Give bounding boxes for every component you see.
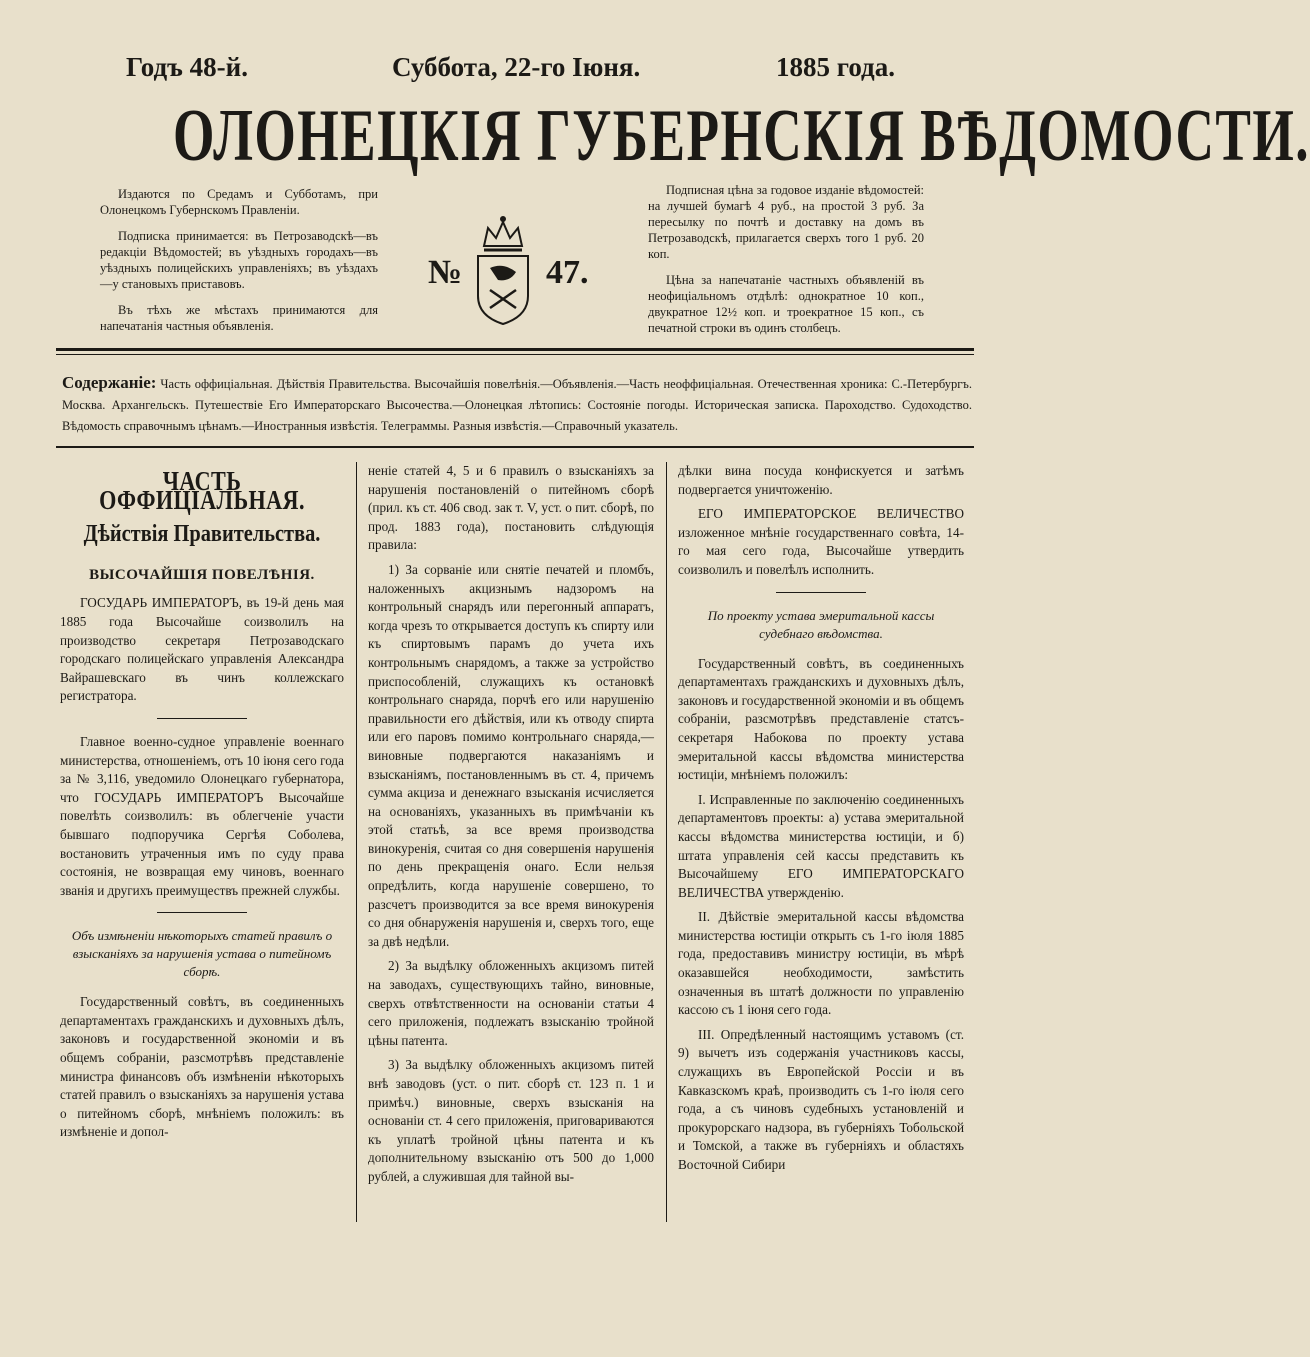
pricing-info bbox=[648, 182, 924, 346]
column-divider-1 bbox=[356, 462, 357, 1222]
state-council-paragraph: Государственный совѣтъ, въ соединенныхъ департаментахъ гражданскихъ и духовныхъ дѣлъ, законовъ и государственной экономіи и въ общемъ собраніи, разсмотрѣвъ представленіе статсъ-секретаря Набокова по проекту устава эмеритальной кассы вѣдомства министерства юстиціи, мнѣніемъ положилъ: bbox=[678, 655, 964, 783]
section-heading-government: Дѣйствія Правительства. bbox=[83, 521, 321, 548]
advertising-info-paragraph: Въ тѣхъ же мѣстахъ принимаются для напечатанія частныя объявленія. bbox=[100, 303, 378, 333]
publication-info-paragraph: Издаются по Средамъ и Субботамъ, при Олонецкомъ Губернскомъ Правленіи. bbox=[100, 187, 378, 217]
contents-label: Содержаніе: bbox=[62, 373, 157, 392]
clause-3-paragraph: III. Опредѣленный настоящимъ уставомъ (ст. 9) вычетъ изъ содержанія участниковъ кассы, служащихъ въ Европейской Россіи и въ Кавказскомъ краѣ, производить съ 1-го іюля сего года, а съ чиновъ судебныхъ установленій и прокурорскаго надзора, въ губерніяхъ Тобольской и Томской, а также въ губерніяхъ и областяхъ Восточной Сибири bbox=[678, 1026, 964, 1172]
military-court-paragraph: Главное военно-судное управленіе военнаго министерства, отношеніемъ, отъ 10 іюня сего года за № 3,116, уведомило Олонецкаго губернатора, что ГОСУДАРЬ ИМПЕРАТОРЪ Высочайше повелѣть соизволилъ: въ облегченіе участи бывшаго подпоручика Сергѣя Соболева, востановить утраченныя имъ по суду права состоянія, не возвращая ему чиновъ, военнаго званія и другихъ преимуществъ прежней службы. bbox=[60, 733, 344, 898]
clause-1-paragraph: I. Исправленные по заключенію соединенныхъ департаментовъ проекты: а) устава эмеритальной кассы вѣдомства министерства юстиціи, и б) штата управленія сей кассы представить къ Высочайшему ЕГО ИМПЕРАТОРСКАГО ВЕЛИЧЕСТВА утвержденію. bbox=[678, 791, 964, 900]
article-subheading: Объ измѣненіи нѣкоторыхъ статей правилъ о взысканіяхъ за нарушенія устава о питейномъ сборѣ. bbox=[71, 928, 333, 980]
column-1 bbox=[60, 462, 344, 1148]
column-divider-2 bbox=[666, 462, 667, 1222]
issue-date: Суббота, 22-го Іюня. bbox=[392, 52, 641, 82]
advertising-price-paragraph: Цѣна за напечатаніе частныхъ объявленій въ неофиціальномъ отдѣлѣ: однократное 10 коп., двукратное 12½ коп. и троекратное 15 коп., съ печатной строки въ одинъ столбецъ. bbox=[648, 273, 924, 335]
rule-1-paragraph: 1) За сорваніе или снятіе печатей и пломбъ, наложенныхъ акцизнымъ надзоромъ на контрольный снарядъ или перегонный аппаратъ, когда чрезъ то открывается доступъ къ спирту или къ спиртовымъ парамъ до учета ихъ контрольнымъ снарядомъ, а также за устройство приспособленій, служащихъ къ остановкѣ контрольнаго снаряда, порчѣ его или нарушенію правильности его дѣйствія, или къ отводу спирта или его паровъ помимо контрольнаго снаряда,—виновные подвергаются наказаніямъ и взысканіямъ, постановленнымъ въ ст. 4, причемъ сумма акциза и денежнаго взысканія исчисляется на основаніяхъ, указанныхъ въ примѣчаніи къ этой статьѣ, за все время производства винокуренія, считая со дня совершенія нарушенія по день прекращенія онаго. Если нельзя опредѣлить, когда нарушеніе совершено, то разсчетъ производится за все время винокуренія со дня обнаруженія нарушенія и, сверхъ того, еще за двѣ недѣли. bbox=[368, 561, 654, 949]
coat-of-arms-icon bbox=[470, 210, 536, 328]
header-rule-thick bbox=[56, 348, 974, 351]
issue-number: 47. bbox=[546, 254, 589, 291]
decree-paragraph: ГОСУДАРЬ ИМПЕРАТОРЪ, въ 19-й день мая 1885 года Высочайше соизволилъ на производство секретаря Петрозаводскаго городскаго полицейскаго управленія Александра Вайрашевскаго въ чинъ коллежскаго регистратора. bbox=[60, 595, 344, 704]
header-rule-thin bbox=[56, 354, 974, 355]
state-council-paragraph: Государственный совѣтъ, въ соединенныхъ департаментахъ гражданскихъ и духовныхъ дѣлъ, законовъ и государственной экономіи и въ общемъ собраніи, разсмотрѣвъ представленіе министра финансовъ объ измѣненіи нѣкоторыхъ статей правилъ о взысканіяхъ за нарушенія устава о питейномъ сборѣ, мнѣніемъ положилъ: въ измѣненіе и допол- bbox=[60, 994, 344, 1140]
confiscation-paragraph: дѣлки вина посуда конфискуется и затѣмъ подвергается уничтоженію. bbox=[678, 463, 964, 497]
issue-sign: № bbox=[428, 254, 463, 291]
rule-3-paragraph: 3) За выдѣлку обложенныхъ акцизомъ питей внѣ заводовъ (уст. о пит. сборѣ ст. 123 п. 1 и примѣч.) виновные, сверхъ взысканія на основаніи ст. 4 сего приложенія, приговариваются къ уплатѣ тройной цѣны патента и къ дополнительному взысканію отъ 500 до 1,000 рублей, а служившая для тайной вы- bbox=[368, 1057, 654, 1184]
clause-2-paragraph: II. Дѣйствіе эмеритальной кассы вѣдомства министерства юстиціи открыть съ 1-го іюля 1885 года, предоставивъ министру юстиціи, въ мѣрѣ оказавшейся необходимости, замѣстить означенныя въ штатѣ должности по управленію кассою съ 1 іюня сего года. bbox=[678, 909, 964, 1018]
issue-emblem bbox=[420, 210, 590, 330]
column-3 bbox=[678, 462, 964, 1181]
masthead-title: ОЛОНЕЦКІЯ ГУБЕРНСКІЯ ВѢДОМОСТИ. bbox=[173, 95, 1310, 177]
section-heading-official: ЧАСТЬ ОФФИЦІАЛЬНАЯ. bbox=[99, 466, 305, 515]
dateline bbox=[0, 52, 1023, 86]
subscription-price-paragraph: Подписная цѣна за годовое изданіе вѣдомостей: на лучшей бумагѣ 4 руб., на простой 3 руб. За пересылку по почтѣ и доставку на домъ въ Петрозаводскѣ, прилагается сверхъ того 1 руб. 20 коп. bbox=[648, 183, 924, 261]
issue-year: 1885 года. bbox=[776, 52, 895, 82]
article-separator bbox=[157, 912, 247, 913]
article-separator bbox=[776, 592, 866, 593]
contents-rule bbox=[56, 446, 974, 448]
year-volume: Годъ 48-й. bbox=[126, 52, 248, 82]
subscription-info-paragraph: Подписка принимается: въ Петрозаводскѣ—въ редакціи Вѣдомостей; въ уѣздныхъ городахъ—въ уѣздныхъ полицейскихъ управленіяхъ; въ уѣздахъ—у становыхъ приставовъ. bbox=[100, 229, 378, 291]
imperial-approval-paragraph: ЕГО ИМПЕРАТОРСКОЕ ВЕЛИЧЕСТВО изложенное мнѣніе государственнаго совѣта, 14-го мая сего года, Высочайше утвердить соизволилъ и повелѣлъ исполнить. bbox=[678, 506, 964, 577]
contents-text: Часть оффиціальная. Дѣйствія Правительства. Высочайшія повелѣнія.—Объявленія.—Часть неоффиціальная. Отечественная хроника: С.-Петербургъ. Москва. Архангельскъ. Путешествіе Его Императорскаго Высочества.—Олонецкая лѣтопись: Состояніе погоды. Историческая записка. Пароходство. Судоходство. Вѣдомость справочнымъ цѣнамъ.—Иностранныя извѣстія. Телеграммы. Разныя извѣстія.—Справочный указатель. bbox=[62, 377, 972, 433]
rule-2-paragraph: 2) За выдѣлку обложенныхъ акцизомъ питей на заводахъ, существующихъ тайно, виновные, сверхъ отвѣтственности на основаніи статьи 4 сего приложенія, подлежатъ взысканію тройной цѣны патента. bbox=[368, 958, 654, 1048]
table-of-contents bbox=[62, 372, 972, 437]
article-subheading: По проекту устава эмеритальной кассы судебнаго вѣдомства. bbox=[707, 607, 935, 641]
article-separator bbox=[157, 718, 247, 719]
publication-info bbox=[100, 186, 378, 344]
rules-continuation-paragraph: неніе статей 4, 5 и 6 правилъ о взысканіяхъ за нарушенія постановленій о питейномъ сборѣ (прил. къ ст. 406 свод. зак т. V, уст. о пит. сборѣ, по прод. 1883 года), постановить слѣдующія правила: bbox=[368, 463, 654, 553]
section-heading-decrees: ВЫСОЧАЙШІЯ ПОВЕЛѢНІЯ. bbox=[89, 566, 315, 583]
column-2 bbox=[368, 462, 654, 1193]
